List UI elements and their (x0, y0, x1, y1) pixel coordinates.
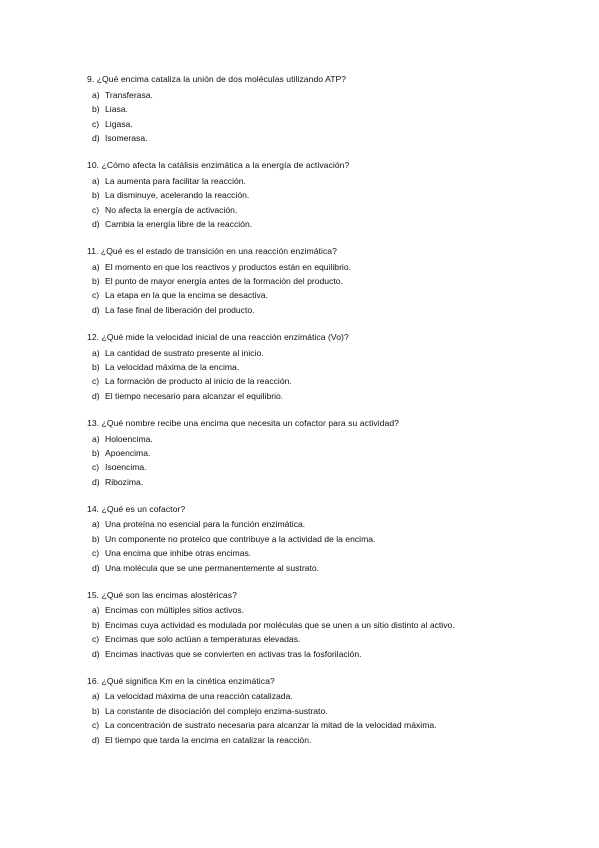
question-text: 12. ¿Qué mide la velocidad inicial de una reacción enzimática (Vo)? (87, 331, 349, 342)
option-text: Ribozima. (105, 476, 144, 487)
option-d (92, 475, 567, 489)
question-11 (87, 244, 567, 317)
option-letter: c) (92, 462, 100, 473)
option-letter: b) (92, 361, 100, 372)
option-text: Encimas cuya actividad es modulada por moléculas que se unen a un sitio distinto al activo. (105, 619, 455, 630)
option-letter: a) (92, 175, 100, 186)
option-list (92, 603, 567, 661)
option-letter: d) (92, 648, 100, 659)
option-text: La velocidad máxima de la encima. (105, 361, 240, 372)
option-text: Liasa. (105, 104, 128, 115)
option-d (92, 131, 567, 145)
option-letter: b) (92, 104, 100, 115)
option-text: Isomerasa. (105, 132, 148, 143)
option-a (92, 432, 567, 446)
option-text: Ligasa. (105, 118, 133, 129)
option-d (92, 647, 567, 661)
question-text: 15. ¿Qué son las encimas alostéricas? (87, 589, 237, 600)
option-c (92, 288, 567, 302)
option-text: La cantidad de sustrato presente al inicio. (105, 347, 264, 358)
option-letter: d) (92, 390, 100, 401)
question-text: 14. ¿Qué es un cofactor? (87, 503, 186, 514)
option-letter: c) (92, 376, 100, 387)
option-text: Apoencima. (105, 447, 151, 458)
option-list (92, 174, 567, 232)
option-letter: d) (92, 132, 100, 143)
option-text: Una encima que inhibe otras encimas. (105, 548, 252, 559)
option-list (92, 88, 567, 146)
option-a (92, 346, 567, 360)
option-letter: a) (92, 347, 100, 358)
option-letter: d) (92, 734, 100, 745)
option-b (92, 188, 567, 202)
option-letter: b) (92, 705, 100, 716)
option-c (92, 117, 567, 131)
option-b (92, 274, 567, 288)
option-letter: d) (92, 476, 100, 487)
question-13 (87, 416, 567, 489)
option-text: Isoencima. (105, 462, 147, 473)
option-list (92, 260, 567, 318)
option-a (92, 260, 567, 274)
option-text: La constante de disociación del complejo enzima-sustrato. (105, 705, 328, 716)
option-a (92, 174, 567, 188)
option-c (92, 374, 567, 388)
option-letter: c) (92, 204, 100, 215)
option-text: Encimas inactivas que se convierten en activas tras la fosforilación. (105, 648, 362, 659)
option-b (92, 446, 567, 460)
option-text: Encimas con múltiples sitios activos. (105, 605, 244, 616)
option-text: La disminuye, acelerando la reacción. (105, 190, 250, 201)
option-text: El punto de mayor energía antes de la formación del producto. (105, 276, 343, 287)
option-letter: a) (92, 691, 100, 702)
option-letter: a) (92, 605, 100, 616)
option-list (92, 689, 567, 747)
question-16 (87, 674, 567, 747)
option-text: El tiempo que tarda la encima en catalizar la reacción. (105, 734, 312, 745)
option-letter: a) (92, 89, 100, 100)
question-9 (87, 72, 567, 145)
option-list (92, 432, 567, 490)
option-text: Una molécula que se une permanentemente al sustrato. (105, 562, 320, 573)
option-a (92, 603, 567, 617)
option-text: La concentración de sustrato necesaria para alcanzar la mitad de la velocidad máxima. (105, 720, 437, 731)
option-letter: b) (92, 276, 100, 287)
question-text: 9. ¿Qué encima cataliza la unión de dos moléculas utilizando ATP? (87, 74, 347, 84)
option-letter: c) (92, 548, 100, 559)
option-a (92, 517, 567, 531)
question-15 (87, 588, 567, 661)
question-list (87, 72, 567, 760)
option-text: El tiempo necesario para alcanzar el equilibrio. (105, 390, 284, 401)
question-text: 13. ¿Qué nombre recibe una encima que necesita un cofactor para su actividad? (87, 417, 399, 428)
option-c (92, 203, 567, 217)
option-c (92, 718, 567, 732)
option-letter: d) (92, 562, 100, 573)
option-letter: b) (92, 190, 100, 201)
option-list (92, 517, 567, 575)
question-text: 16. ¿Qué significa Km en la cinética enzimática? (87, 675, 275, 686)
option-text: Una proteína no esencial para la función enzimática. (105, 519, 306, 530)
option-b (92, 102, 567, 116)
option-text: La aumenta para facilitar la reacción. (105, 175, 246, 186)
option-b (92, 618, 567, 632)
option-a (92, 689, 567, 703)
option-text: Un componente no proteico que contribuye a la actividad de la encima. (105, 533, 376, 544)
option-letter: c) (92, 290, 100, 301)
option-text: La formación de producto al inicio de la reacción. (105, 376, 292, 387)
option-letter: b) (92, 619, 100, 630)
option-letter: a) (92, 433, 100, 444)
option-c (92, 632, 567, 646)
option-a (92, 88, 567, 102)
option-letter: c) (92, 634, 100, 645)
option-letter: c) (92, 118, 100, 129)
option-d (92, 561, 567, 575)
option-letter: d) (92, 304, 100, 315)
option-letter: b) (92, 447, 100, 458)
option-text: Encimas que solo actúan a temperaturas elevadas. (105, 634, 301, 645)
option-text: No afecta la energía de activación. (105, 204, 238, 215)
option-text: La fase final de liberación del producto. (105, 304, 255, 315)
option-text: La velocidad máxima de una reacción catalizada. (105, 691, 293, 702)
option-list (92, 346, 567, 404)
option-letter: b) (92, 533, 100, 544)
question-text: 10. ¿Cómo afecta la catálisis enzimática a la energía de activación? (87, 159, 350, 170)
option-b (92, 360, 567, 374)
option-d (92, 217, 567, 231)
option-text: La etapa en la que la encima se desactiva. (105, 290, 268, 301)
question-14 (87, 502, 567, 575)
option-letter: c) (92, 720, 100, 731)
option-text: El momento en que los reactivos y productos están en equilibrio. (105, 261, 352, 272)
option-letter: d) (92, 218, 100, 229)
option-letter: a) (92, 519, 100, 530)
option-d (92, 303, 567, 317)
option-b (92, 532, 567, 546)
option-b (92, 704, 567, 718)
option-d (92, 389, 567, 403)
option-text: Cambia la energía libre de la reacción. (105, 218, 253, 229)
question-10 (87, 158, 567, 231)
option-text: Holoencima. (105, 433, 153, 444)
question-text: 11. ¿Qué es el estado de transición en una reacción enzimática? (87, 245, 337, 256)
option-d (92, 733, 567, 747)
option-text: Transferasa. (105, 89, 153, 100)
option-letter: a) (92, 261, 100, 272)
option-c (92, 546, 567, 560)
option-c (92, 460, 567, 474)
question-12 (87, 330, 567, 403)
